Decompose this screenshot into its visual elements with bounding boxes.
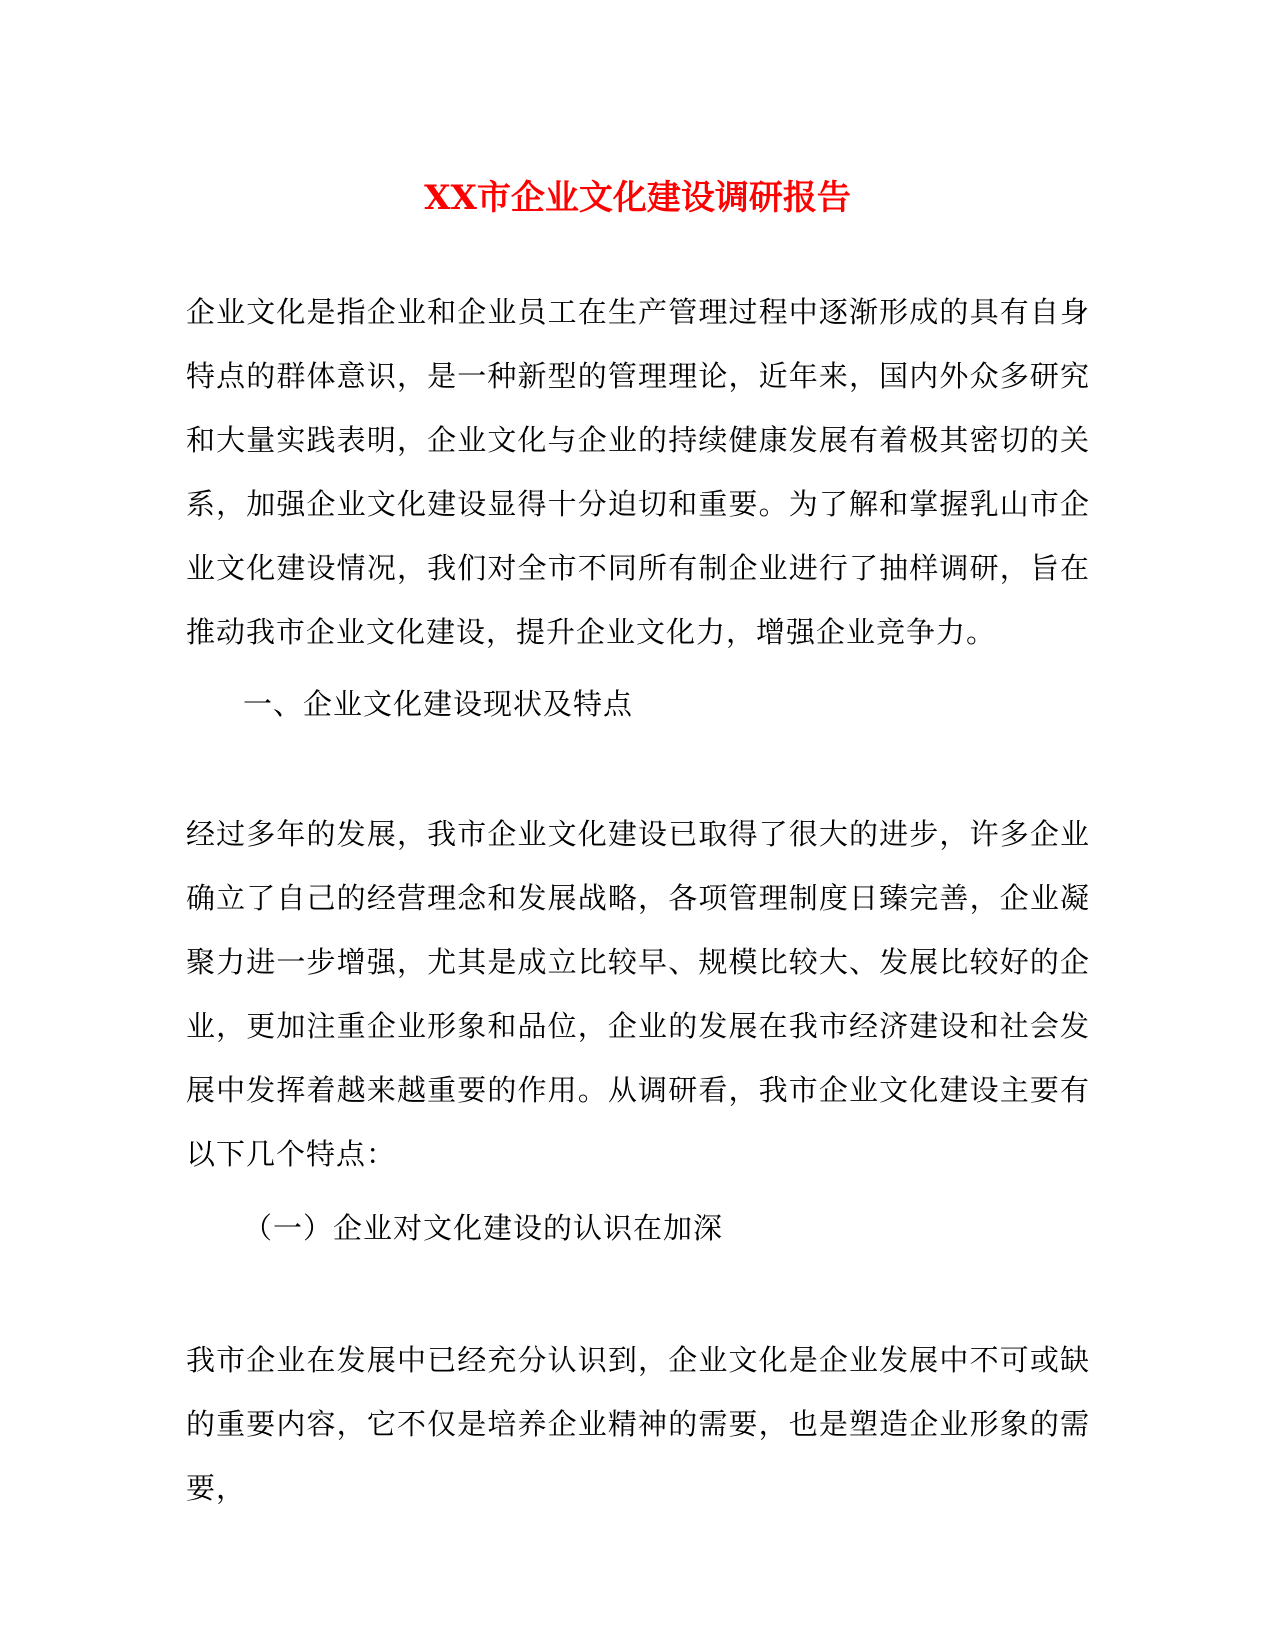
- body-paragraph: 企业文化是指企业和企业员工在生产管理过程中逐渐形成的具有自身特点的群体意识，是一种新型的管理理论，近年来，国内外众多研究和大量实践表明，企业文化与企业的持续健康发展有着极其密切的关系，加强企业文化建设显得十分迫切和重要。为了解和掌握乳山市企业文化建设情况，我们对全市不同所有制企业进行了抽样调研，旨在推动我市企业文化建设，提升企业文化力，增强企业竞争力。: [186, 295, 1090, 649]
- document-title: XX市企业文化建设调研报告: [424, 178, 851, 218]
- section-heading: 一、企业文化建设现状及特点: [243, 687, 634, 721]
- body-paragraph: 我市企业在发展中已经充分认识到，企业文化是企业发展中不可或缺的重要内容，它不仅是培养企业精神的需要，也是塑造企业形象的需要，: [186, 1343, 1090, 1505]
- body-paragraph: 经过多年的发展，我市企业文化建设已取得了很大的进步，许多企业确立了自己的经营理念和发展战略，各项管理制度日臻完善，企业凝聚力进一步增强，尤其是成立比较早、规模比较大、发展比较好的企业，更加注重企业形象和品位，企业的发展在我市经济建设和社会发展中发挥着越来越重要的作用。从调研看，我市企业文化建设主要有以下几个特点：: [186, 817, 1090, 1171]
- subsection-heading: （一）企业对文化建设的认识在加深: [243, 1211, 724, 1245]
